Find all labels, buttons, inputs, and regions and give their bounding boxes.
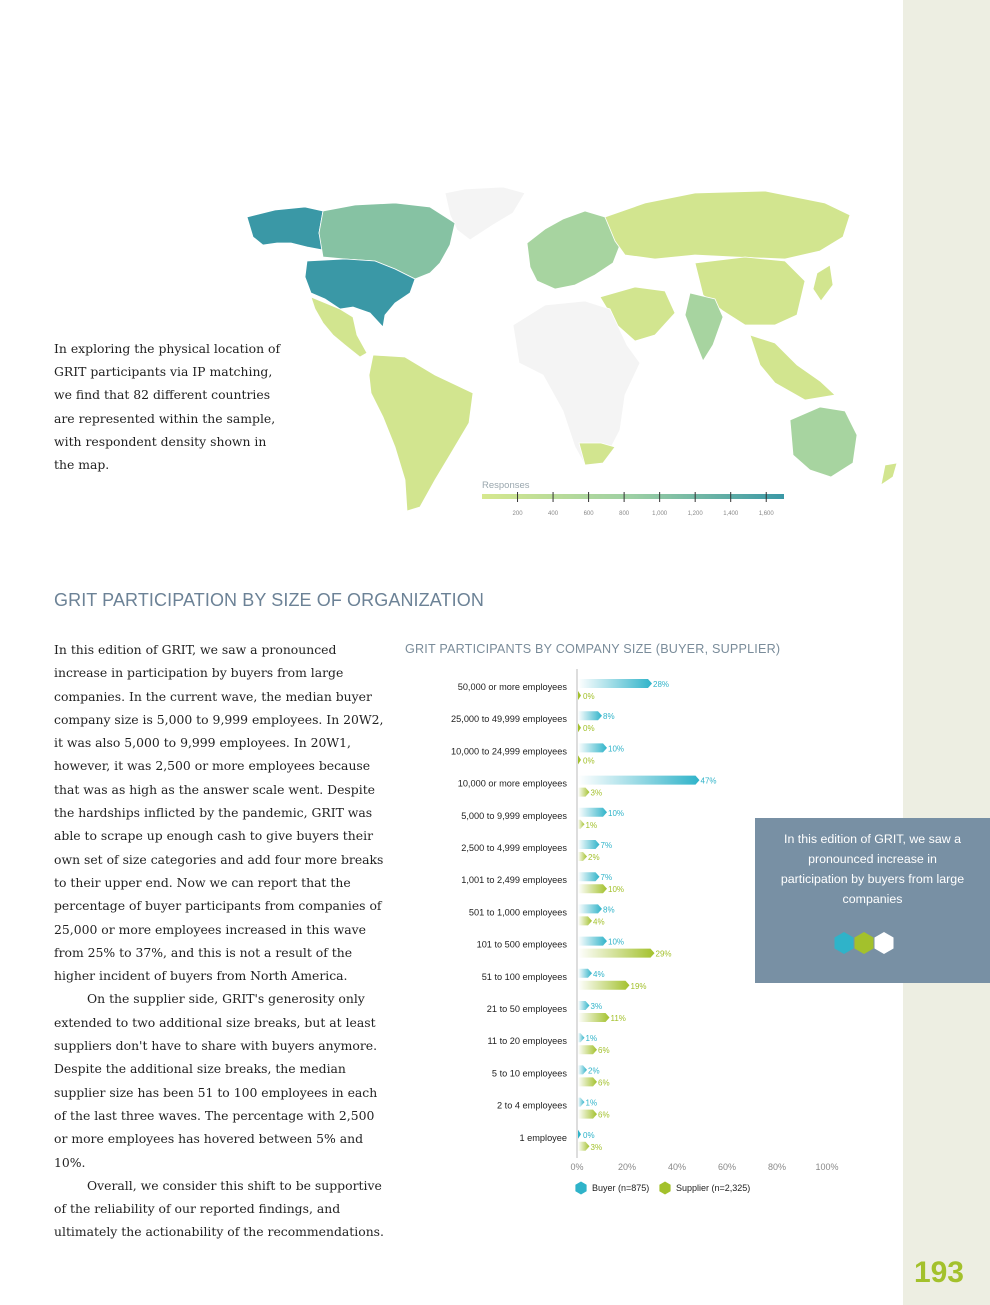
legend-tick-label: 200: [512, 511, 523, 517]
legend-tick-label: 1,200: [687, 511, 703, 517]
page-number: 193: [913, 1256, 964, 1289]
hexagon-green-icon: [855, 932, 874, 954]
europe-west-shape: [527, 211, 620, 289]
category-label: 21 to 50 employees: [486, 1004, 567, 1014]
legend-tick-label: 1,000: [652, 511, 668, 517]
buyer-value-label: 10%: [608, 808, 625, 818]
buyer-value-label: 3%: [590, 1002, 603, 1011]
buyer-bar: [578, 1065, 587, 1074]
legend-buyer-icon: [575, 1182, 586, 1195]
category-label: 11 to 20 employees: [487, 1036, 567, 1047]
buyer-value-label: 1%: [585, 1098, 598, 1108]
buyer-value-label: 47%: [700, 776, 717, 786]
category-label: 5,000 to 9,999 employees: [461, 810, 567, 821]
supplier-bar: [578, 916, 592, 925]
india-shape: [685, 293, 723, 361]
supplier-value-label: 11%: [610, 1014, 626, 1023]
category-label: 10,000 or more employees: [457, 778, 567, 789]
category-label: 50,000 or more employees: [457, 682, 567, 692]
body-paragraph: Overall, we consider this shift to be supportive of the reliability of our reported findings, and ultimately the actionability of the recommendations.: [54, 1177, 384, 1240]
buyer-bar: [578, 711, 602, 720]
intro-line: GRIT participants via IP matching,: [54, 364, 273, 380]
legend-tick-label: 800: [619, 511, 630, 517]
supplier-value-label: 3%: [590, 788, 603, 798]
legend-series-label: Supplier (n=2,325): [676, 1183, 751, 1193]
x-tick-label: 20%: [617, 1162, 637, 1172]
supplier-value-label: 6%: [598, 1046, 610, 1056]
buyer-bar: [578, 1098, 585, 1107]
map-legend: [482, 480, 784, 520]
callout-text: In this edition of GRIT, we saw a pronounced increase in participation by buyers from large companies: [780, 832, 965, 906]
intro-line: we find that 82 different countries: [54, 387, 271, 403]
section-title: GRIT PARTICIPATION BY SIZE OF ORGANIZATION: [54, 590, 484, 610]
alaska-shape: [247, 207, 323, 250]
side-strip: [903, 0, 990, 1305]
category-label: 101 to 500 employees: [476, 939, 567, 950]
supplier-bar: [578, 884, 607, 893]
legend-series-label: Buyer (n=875): [592, 1183, 650, 1193]
buyer-value-label: 7%: [600, 873, 613, 883]
category-label: 2,500 to 4,999 employees: [461, 843, 567, 853]
buyer-value-label: 10%: [608, 937, 625, 947]
legend-supplier-icon: [659, 1182, 670, 1195]
buyer-bar: [578, 937, 607, 946]
supplier-value-label: 19%: [630, 981, 647, 991]
supplier-bar: [578, 949, 655, 958]
supplier-bar: [578, 723, 581, 732]
supplier-bar: [578, 1045, 597, 1054]
supplier-value-label: 6%: [598, 1078, 610, 1088]
supplier-bar: [578, 1142, 590, 1151]
supplier-value-label: 6%: [598, 1110, 610, 1120]
body-text: [54, 638, 384, 1244]
body-paragraph: In this edition of GRIT, we saw a pronounced increase in participation by buyers from large companies. In the current wave, the median buyer company size is 5,000 to 9,999 employees. In 20W2, it was also 5,000 to 9,999 employees. In 20W1, however, it was 2,500 or more employees because that was as high as the answer scale went. Despite the hardships inflicted by the pandemic, GRIT was able to scrape up enough cash to give buyers their own set of size categories and add four more breaks to their upper end. Now we can report that the percentage of buyer participants from companies of 25,000 or more employees increased in this wave from 25% to 37%, and this is not a result of the higher incident of buyers from North America.: [54, 642, 384, 984]
south-africa-shape: [579, 443, 615, 465]
x-tick-label: 60%: [717, 1162, 737, 1172]
buyer-bar: [578, 872, 600, 881]
hexagon-blue-icon: [835, 932, 854, 954]
category-label: 501 to 1,000 employees: [468, 907, 567, 918]
buyer-value-label: 8%: [603, 712, 615, 722]
japan-shape: [813, 265, 833, 301]
south-america-shape: [369, 355, 473, 511]
new-zealand-shape: [881, 463, 897, 485]
supplier-value-label: 1%: [585, 820, 598, 830]
x-tick-label: 100%: [815, 1162, 839, 1172]
callout-box: [755, 818, 990, 983]
greenland-shape: [445, 187, 525, 240]
legend-tick-label: 600: [583, 511, 594, 517]
category-label: 10,000 to 24,999 employees: [451, 746, 567, 757]
russia-shape: [605, 191, 850, 259]
category-label: 51 to 100 employees: [481, 971, 567, 982]
supplier-bar: [578, 981, 630, 990]
supplier-value-label: 29%: [655, 949, 672, 959]
buyer-value-label: 4%: [593, 969, 605, 979]
world-map-svg: [245, 185, 903, 520]
buyer-bar: [578, 808, 607, 817]
category-label: 25,000 to 49,999 employees: [451, 714, 567, 725]
supplier-bar: [578, 852, 587, 861]
supplier-value-label: 10%: [608, 885, 625, 895]
x-tick-label: 80%: [767, 1162, 787, 1172]
buyer-bar: [578, 1130, 581, 1139]
chart-title: GRIT PARTICIPANTS BY COMPANY SIZE (BUYER, SUPPLIER): [405, 642, 781, 656]
legend-scale: [482, 480, 784, 520]
hexagon-white-icon: [875, 932, 894, 954]
legend-gradient-bar: [482, 494, 784, 499]
supplier-value-label: 0%: [583, 724, 595, 734]
buyer-bar: [578, 743, 607, 752]
supplier-bar: [578, 691, 581, 700]
supplier-bar: [578, 1013, 610, 1022]
buyer-value-label: 0%: [583, 1130, 595, 1140]
buyer-value-label: 28%: [653, 680, 670, 689]
supplier-value-label: 0%: [583, 692, 595, 701]
supplier-bar: [578, 788, 590, 797]
buyer-value-label: 10%: [608, 744, 625, 754]
buyer-bar: [578, 969, 592, 978]
legend-tick-label: 400: [548, 511, 559, 517]
legend-title: Responses: [482, 480, 530, 491]
intro-line: In exploring the physical location of: [54, 341, 281, 356]
buyer-value-label: 7%: [600, 841, 613, 850]
supplier-value-label: 4%: [593, 917, 605, 927]
supplier-bar: [578, 1077, 597, 1086]
supplier-bar: [578, 1110, 597, 1119]
buyer-bar: [578, 1033, 585, 1042]
buyer-bar: [578, 1001, 590, 1010]
southeast-asia-shape: [750, 335, 835, 400]
supplier-bar: [578, 820, 585, 829]
buyer-value-label: 1%: [585, 1034, 598, 1044]
category-label: 1 employee: [519, 1132, 567, 1143]
category-label: 1,001 to 2,499 employees: [461, 875, 567, 886]
intro-line: are represented within the sample,: [54, 410, 276, 426]
supplier-value-label: 0%: [583, 756, 595, 766]
x-tick-label: 40%: [667, 1162, 687, 1172]
supplier-bar: [578, 755, 581, 764]
supplier-value-label: 3%: [590, 1142, 603, 1152]
buyer-bar: [578, 904, 602, 913]
supplier-value-label: 2%: [588, 853, 600, 862]
x-tick-label: 0%: [570, 1162, 584, 1172]
map-intro-text: [54, 337, 290, 476]
buyer-bar: [578, 679, 652, 688]
buyer-value-label: 8%: [603, 905, 615, 915]
body-paragraph: On the supplier side, GRIT's generosity only extended to two additional size breaks, but at least suppliers don't have to share with buyers anymore. Despite the additional size breaks, the median supplier size has been 51 to 100 employees in each of the last three waves. The percentage with 2,500 or more employees has hovered between 5% and 10%.: [54, 991, 378, 1170]
category-label: 5 to 10 employees: [491, 1068, 567, 1079]
intro-line: with respondent density shown in: [54, 433, 267, 449]
buyer-bar: [578, 776, 700, 785]
australia-shape: [790, 407, 857, 477]
buyer-bar: [578, 840, 600, 849]
world-map: [245, 185, 903, 520]
category-label: 2 to 4 employees: [497, 1100, 567, 1111]
intro-line: the map.: [54, 457, 110, 473]
buyer-value-label: 2%: [588, 1066, 600, 1076]
hexagon-icons: [833, 931, 903, 955]
legend-tick-label: 1,400: [723, 511, 739, 517]
legend-tick-label: 1,600: [758, 511, 774, 517]
